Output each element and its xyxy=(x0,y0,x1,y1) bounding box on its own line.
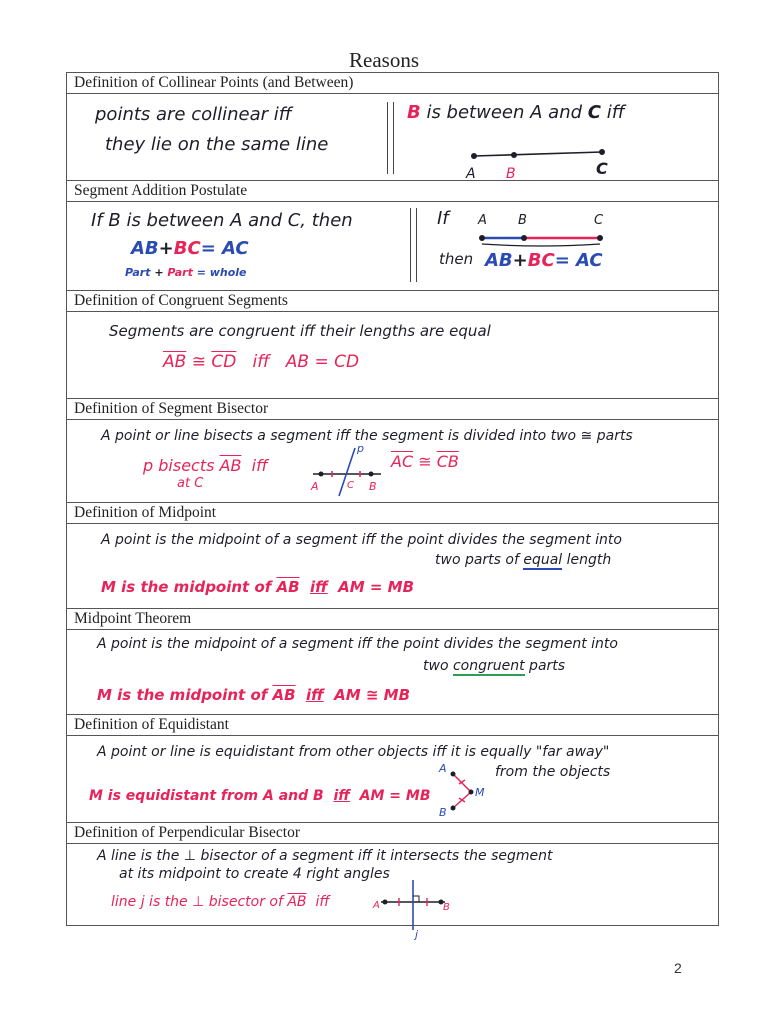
iff-text: iff xyxy=(252,352,270,372)
section-congruent-segments xyxy=(67,291,718,399)
length-equation: AB = CD xyxy=(285,352,360,372)
plus-2: + xyxy=(154,266,164,279)
eq-plus: + xyxy=(158,238,174,259)
congruent-statement xyxy=(163,352,359,372)
point-a: A xyxy=(530,102,543,123)
section-midpoint xyxy=(67,503,718,609)
label-b: B xyxy=(518,213,527,228)
section-title: Definition of Segment Bisector xyxy=(67,399,718,420)
section-midpoint-theorem xyxy=(67,609,718,715)
congruent-line-1: Segments are congruent iff their lengths are equal xyxy=(109,322,491,340)
red-eq: AM = MB xyxy=(338,578,415,596)
red-line: M is equidistant from A and B xyxy=(89,788,324,804)
right-equation xyxy=(485,250,603,271)
part-1: Part xyxy=(125,266,151,279)
equidistant-line-1: A point or line is equidistant from other objects iff it is equally "far away" xyxy=(97,744,610,760)
vertical-divider xyxy=(387,102,394,174)
perp-line-2: at its midpoint to create 4 right angles xyxy=(119,866,390,882)
section-segment-addition xyxy=(67,181,718,291)
red-ab: $\overline{AB}$ xyxy=(272,686,296,704)
section-collinear xyxy=(67,73,718,181)
label-m: M xyxy=(475,786,485,799)
right-if: If xyxy=(437,208,449,229)
equal-word: equal xyxy=(523,552,563,568)
part-2: Part xyxy=(167,266,193,279)
perp-line-1: A line is the ⊥ bisector of a segment iff it intersects the segment xyxy=(97,848,553,864)
section-segment-bisector xyxy=(67,399,718,503)
collinear-line-2: they lie on the same line xyxy=(105,134,329,155)
red-iff: iff xyxy=(315,894,330,910)
perp-statement xyxy=(111,894,329,910)
addition-diagram xyxy=(472,208,632,248)
perp-bisector-diagram xyxy=(373,876,453,941)
theorem-line-2 xyxy=(423,658,565,674)
label-c: C xyxy=(347,480,354,491)
equidistant-line-2: from the objects xyxy=(495,764,611,780)
red-eq: AM = MB xyxy=(359,788,431,804)
label-b: B xyxy=(369,480,377,493)
bisector-statement xyxy=(143,456,268,475)
eq-bc: BC xyxy=(527,250,555,271)
line2-post: parts xyxy=(524,658,566,674)
bisector-diagram xyxy=(307,442,397,500)
right-then: then xyxy=(439,250,474,268)
bis-at: at C xyxy=(177,476,204,491)
label-a: A xyxy=(478,213,487,228)
section-perpendicular-bisector xyxy=(67,823,718,941)
whole: = whole xyxy=(196,266,247,279)
bis-text: bisects xyxy=(158,456,215,475)
bisector-congruence xyxy=(391,452,459,471)
label-a: A xyxy=(439,762,447,775)
label-b: B xyxy=(506,166,516,182)
section-title: Definition of Midpoint xyxy=(67,503,718,524)
midpoint-line-1: A point is the midpoint of a segment iff the point divides the segment into xyxy=(101,532,622,548)
seg-cd: $\overline{CD}$ xyxy=(211,352,237,372)
eq-ab: AB xyxy=(485,250,513,271)
seg-ab: $\overline{AB}$ xyxy=(163,352,187,372)
page-title: Reasons xyxy=(349,48,419,72)
bis-p: p xyxy=(143,456,154,475)
iff-text: iff xyxy=(600,102,625,123)
label-c: C xyxy=(596,159,608,178)
red-iff: iff xyxy=(310,578,328,596)
label-b: B xyxy=(443,902,450,913)
point-c: C xyxy=(587,102,601,123)
vertical-divider xyxy=(410,208,417,282)
theorem-line-1: A point is the midpoint of a segment iff the point divides the segment into xyxy=(97,636,618,652)
line2-pre: two xyxy=(423,658,453,674)
label-c: C xyxy=(594,213,604,228)
red-ab: $\overline{AB}$ xyxy=(287,894,307,910)
red-ab: $\overline{AB}$ xyxy=(276,578,300,596)
red-iff: iff xyxy=(306,686,324,704)
bis-ab: $\overline{AB}$ xyxy=(219,456,242,475)
eq-bc: BC xyxy=(173,238,201,259)
line2-pre: two parts of xyxy=(435,552,524,568)
point-b: B xyxy=(407,102,421,123)
equidistant-diagram xyxy=(435,762,495,818)
red-iff: iff xyxy=(333,788,350,804)
section-title: Segment Addition Postulate xyxy=(67,181,718,202)
eq-ab: AB xyxy=(131,238,159,259)
part-whole-note xyxy=(125,266,247,279)
midpoint-line-2 xyxy=(435,552,611,568)
section-title: Definition of Perpendicular Bisector xyxy=(67,823,718,844)
collinear-line-1: points are collinear iff xyxy=(95,104,292,125)
bisector-line-1: A point or line bisects a segment iff the segment is divided into two ≅ parts xyxy=(101,428,633,444)
label-p: p xyxy=(357,442,364,455)
eq-rest: = AC xyxy=(200,238,249,259)
red-pre: M is the midpoint of xyxy=(101,578,277,596)
congruent-symbol: ≅ xyxy=(418,452,432,471)
addition-line-1: If B is between A and C, then xyxy=(91,210,353,231)
label-j: j xyxy=(415,928,419,941)
label-b: B xyxy=(439,806,447,819)
midpoint-statement xyxy=(101,578,414,596)
and-text: and xyxy=(542,102,588,123)
section-title: Definition of Equidistant xyxy=(67,715,718,736)
eq-plus: + xyxy=(512,250,528,271)
seg-cb: $\overline{CB}$ xyxy=(436,452,459,471)
theorem-statement xyxy=(97,686,410,704)
page-number: 2 xyxy=(674,960,682,976)
line2-post: length xyxy=(562,552,612,568)
label-a: A xyxy=(311,480,319,493)
equidistant-statement xyxy=(89,788,431,804)
label-a: A xyxy=(373,900,380,911)
seg-ac: $\overline{AC}$ xyxy=(391,452,414,471)
section-title: Definition of Collinear Points (and Between) xyxy=(67,73,718,94)
between-statement xyxy=(407,102,625,123)
addition-equation xyxy=(131,238,249,259)
bis-iff: iff xyxy=(251,456,268,475)
section-equidistant xyxy=(67,715,718,823)
between-text: is between xyxy=(420,102,531,123)
red-pre: M is the midpoint of xyxy=(97,686,273,704)
label-a: A xyxy=(466,166,476,182)
section-title: Midpoint Theorem xyxy=(67,609,718,630)
eq-rest: = AC xyxy=(554,250,603,271)
congruent-symbol: ≅ xyxy=(191,352,206,372)
reasons-table xyxy=(66,72,719,941)
congruent-word: congruent xyxy=(452,658,525,674)
red-pre: line j is the ⊥ bisector of xyxy=(111,894,288,910)
section-title: Definition of Congruent Segments xyxy=(67,291,718,312)
between-diagram xyxy=(462,142,622,182)
red-eq: AM ≅ MB xyxy=(334,686,411,704)
